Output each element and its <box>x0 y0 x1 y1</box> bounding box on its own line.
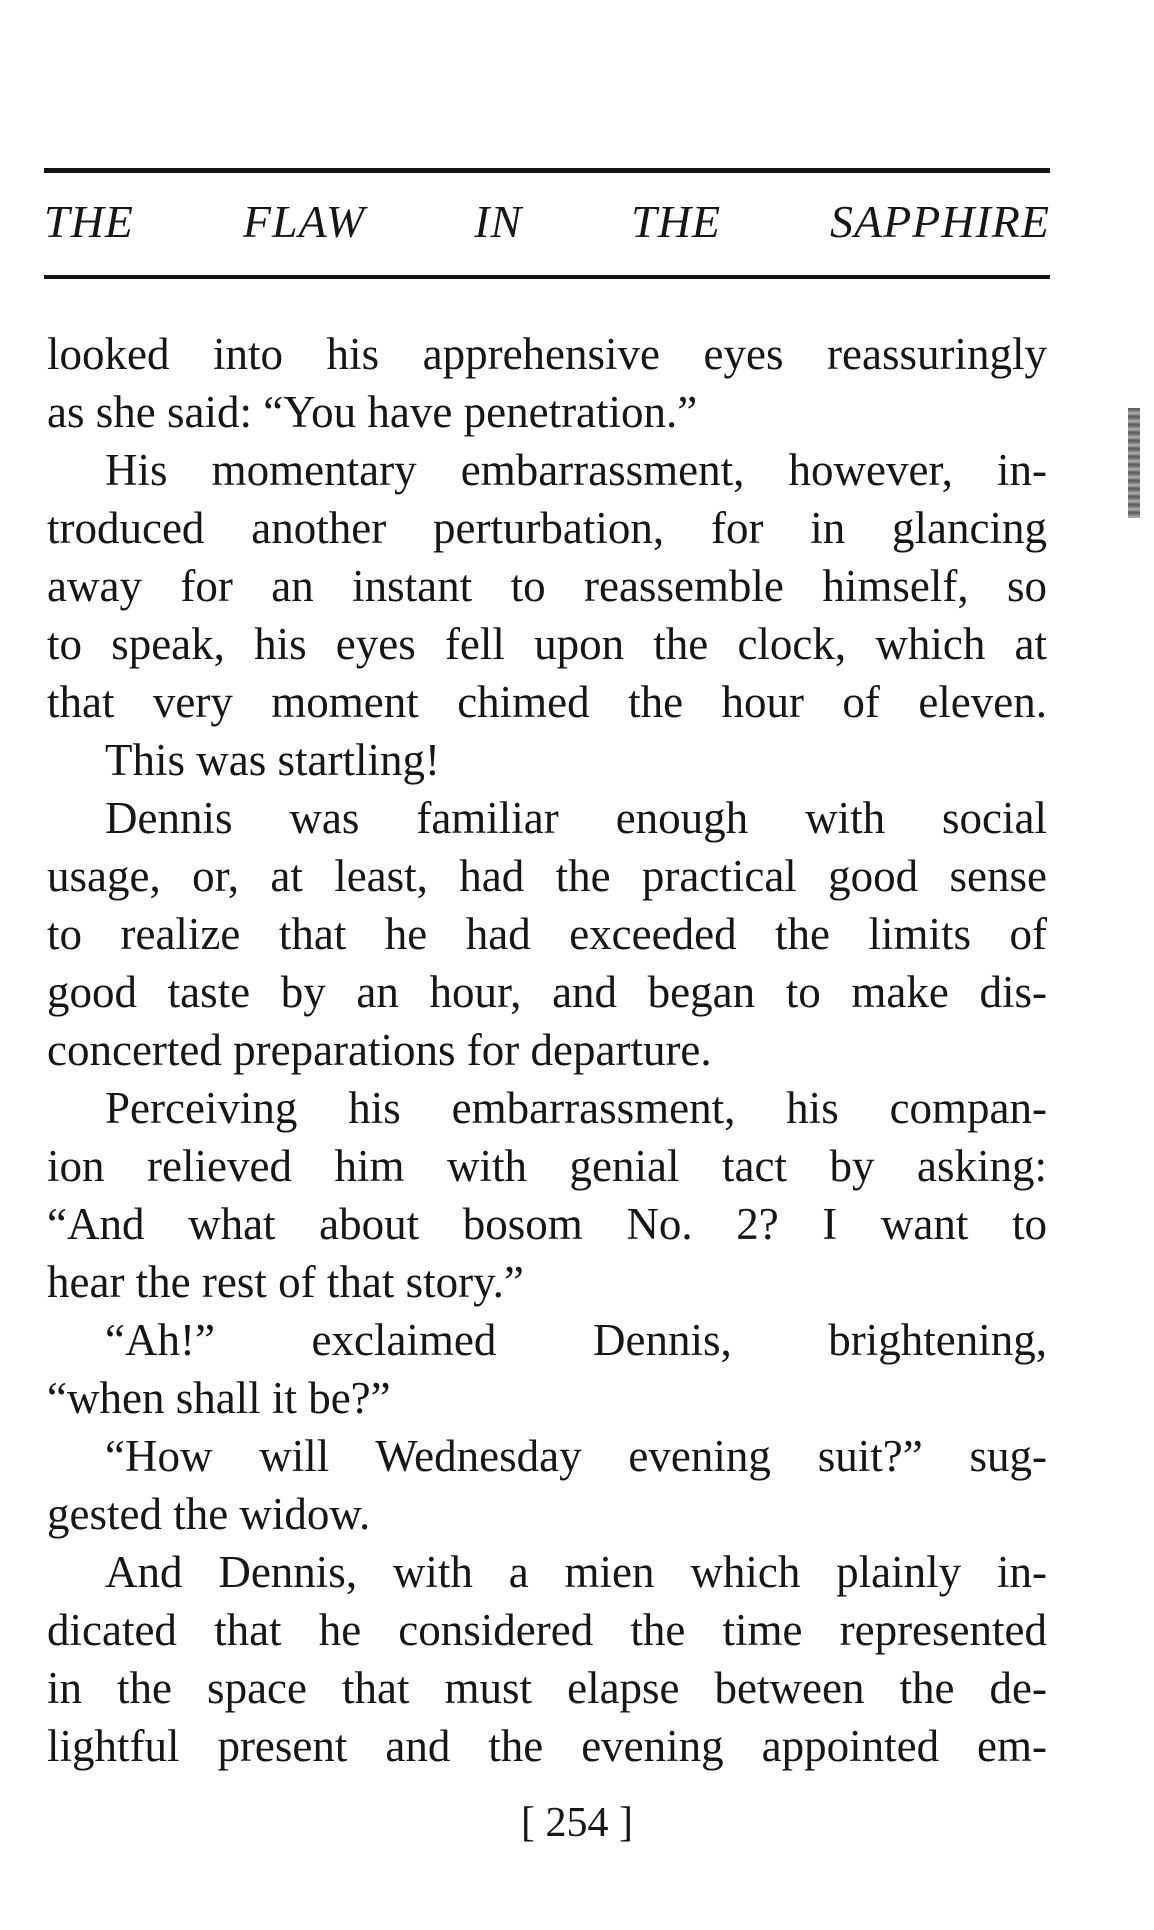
text-line: that very moment chimed the hour of eleven. <box>47 677 1047 727</box>
running-head-word: THE <box>631 196 722 247</box>
text-line: And Dennis, with a mien which plainly in- <box>105 1547 1047 1597</box>
page-number: [ 254 ] <box>521 1800 633 1846</box>
body-text <box>47 325 1047 1775</box>
text-line: as she said: “You have penetration.” <box>47 387 698 437</box>
text-line: usage, or, at least, had the practical good sense <box>47 851 1047 901</box>
text-line: hear the rest of that story.” <box>47 1257 524 1307</box>
text-line: lightful present and the evening appointed em- <box>47 1721 1047 1771</box>
header-rule-bottom <box>44 275 1050 279</box>
running-head-word: SAPPHIRE <box>829 196 1050 247</box>
text-line: Perceiving his embarrassment, his compan- <box>105 1083 1047 1133</box>
header-rule-top <box>44 168 1050 173</box>
text-line: good taste by an hour, and began to make dis- <box>47 967 1047 1017</box>
running-head-word: FLAW <box>242 196 366 247</box>
text-line: Dennis was familiar enough with social <box>105 793 1047 843</box>
text-line: looked into his apprehensive eyes reassuringly <box>47 329 1047 379</box>
running-head-word: IN <box>474 196 523 247</box>
text-line: His momentary embarrassment, however, in- <box>105 445 1047 495</box>
text-line: “Ah!” exclaimed Dennis, brightening, <box>105 1315 1047 1365</box>
text-line: “And what about bosom No. 2? I want to <box>47 1199 1047 1249</box>
text-line: ion relieved him with genial tact by asking: <box>47 1141 1047 1191</box>
text-line: gested the widow. <box>47 1489 371 1539</box>
text-line: “How will Wednesday evening suit?” sug- <box>105 1431 1047 1481</box>
text-line: This was startling! <box>105 735 440 785</box>
text-line: “when shall it be?” <box>47 1373 391 1423</box>
text-line: away for an instant to reassemble himself, so <box>47 561 1047 611</box>
text-line: to realize that he had exceeded the limits of <box>47 909 1047 959</box>
running-head <box>44 190 1050 254</box>
text-line: dicated that he considered the time represented <box>47 1605 1047 1655</box>
scan-artifact <box>1128 408 1140 518</box>
text-line: in the space that must elapse between the de- <box>47 1663 1047 1713</box>
text-line: troduced another perturbation, for in glancing <box>47 503 1047 553</box>
running-head-word: THE <box>44 196 134 247</box>
text-line: to speak, his eyes fell upon the clock, which at <box>47 619 1047 669</box>
text-line: concerted preparations for departure. <box>47 1025 712 1075</box>
